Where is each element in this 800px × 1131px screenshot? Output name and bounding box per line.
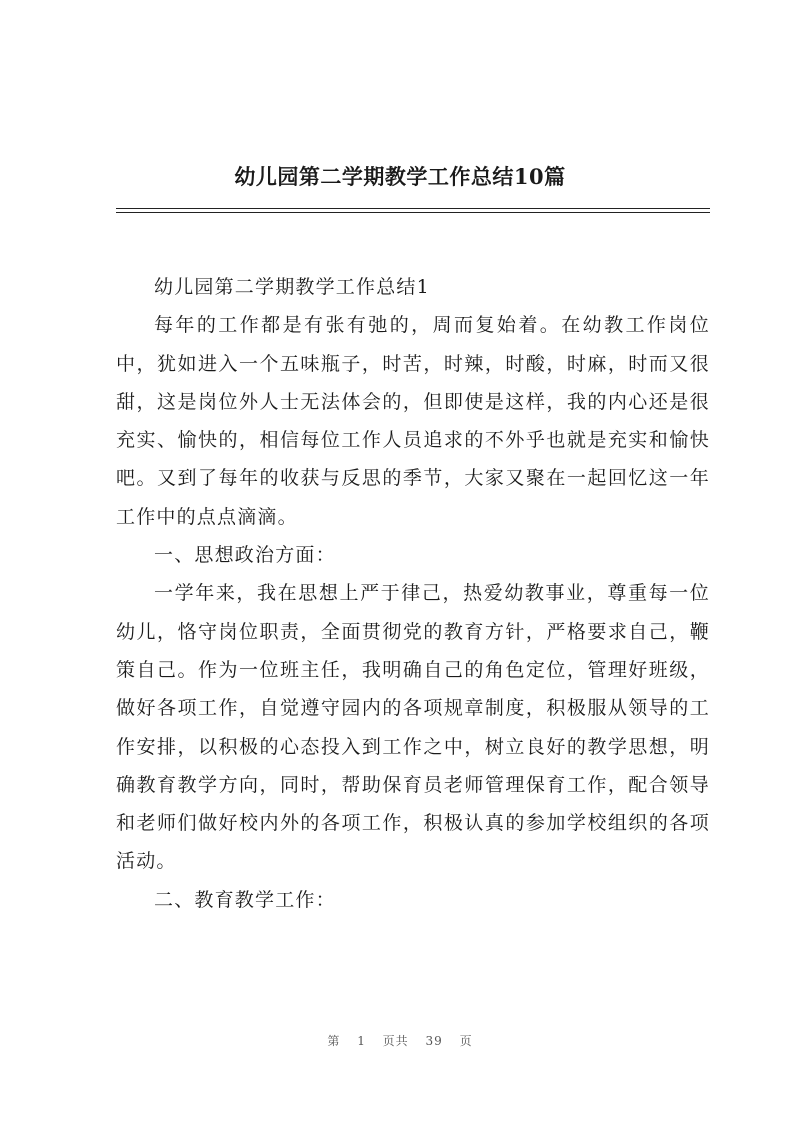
body-paragraph: 每年的工作都是有张有弛的，周而复始着。在幼教工作岗位中，犹如进入一个五味瓶子，时苦，时辣，时酸，时麻，时而又很甜，这是岗位外人士无法体会的，但即使是这样，我的内心还是很充实、愉快的，相信每位工作人员追求的不外乎也就是充实和愉快吧。又到了每年的收获与反思的季节，大家又聚在一起回忆这一年工作中的点点滴滴。 — [116, 314, 710, 528]
section-heading: 幼儿园第二学期教学工作总结1 — [154, 276, 430, 298]
title-divider-bottom — [116, 212, 710, 213]
document-body — [116, 268, 710, 919]
section-heading: 一、思想政治方面： — [154, 544, 336, 567]
title-divider-top — [116, 208, 710, 209]
section-heading: 二、教育教学工作： — [154, 888, 336, 911]
current-page-number: 1 — [357, 1034, 366, 1048]
footer-middle: 页共 — [382, 1034, 409, 1048]
total-page-count: 39 — [425, 1034, 443, 1048]
body-paragraph: 一学年来，我在思想上严于律己，热爱幼教事业，尊重每一位幼儿，恪守岗位职责，全面贯彻党的教育方针，严格要求自己，鞭策自己。作为一位班主任，我明确自己的角色定位，管理好班级，做好各项工作，自觉遵守园内的各项规章制度，积极服从领导的工作安排，以积极的心态投入到工作之中，树立良好的教学思想，明确教育教学方向，同时，帮助保育员老师管理保育工作，配合领导和老师们做好校内外的各项工作，积极认真的参加学校组织的各项活动。 — [116, 582, 710, 873]
page-footer — [0, 1032, 800, 1049]
footer-suffix: 页 — [459, 1034, 473, 1048]
document-title: 幼儿园第二学期教学工作总结10篇 — [234, 164, 566, 189]
footer-prefix: 第 — [327, 1034, 341, 1048]
